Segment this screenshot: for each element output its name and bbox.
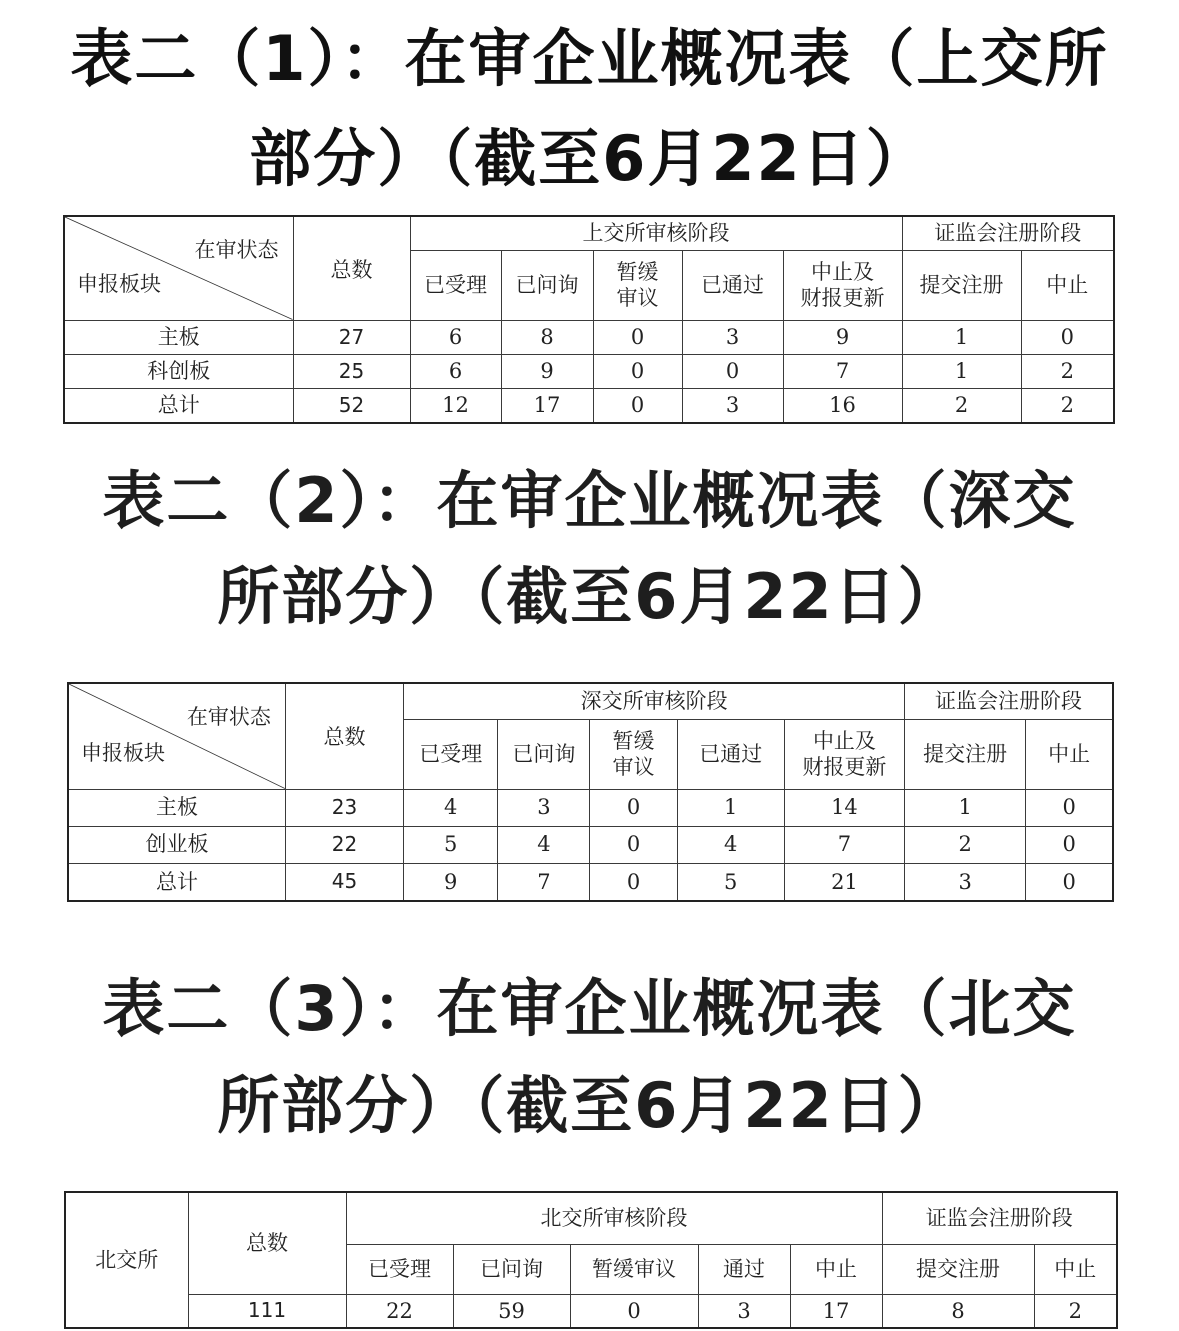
- table3-title-line1: 表二（3）：在审企业概况表（北交: [102, 972, 1077, 1045]
- row-label: 总计: [64, 388, 293, 423]
- cell: 5: [677, 863, 784, 901]
- cell: 21: [784, 863, 904, 901]
- cell: 17: [501, 388, 593, 423]
- table1-subheader: 中止及 财报更新: [783, 250, 902, 320]
- cell: 2: [1021, 388, 1114, 423]
- cell: 0: [593, 320, 682, 354]
- cell: 1: [902, 354, 1021, 388]
- table3-stage-header: 北交所审核阶段: [346, 1192, 882, 1244]
- table1-title-line1: 表二（1）：在审企业概况表（上交所: [70, 22, 1109, 95]
- cell: 3: [682, 320, 783, 354]
- table-row: [68, 863, 1113, 901]
- table1-diag-bottom-label: 申报板块: [77, 272, 161, 297]
- row-total: 25: [293, 354, 410, 388]
- table3-subheader: 通过: [698, 1244, 790, 1294]
- cell: 0: [682, 354, 783, 388]
- cell: 0: [570, 1294, 698, 1328]
- cell: 1: [677, 789, 784, 826]
- cell: 9: [783, 320, 902, 354]
- table-row: [68, 826, 1113, 863]
- cell: 16: [783, 388, 902, 423]
- row-total: 27: [293, 320, 410, 354]
- row-label: 创业板: [68, 826, 285, 863]
- cell: 8: [501, 320, 593, 354]
- table-row: [64, 388, 1114, 423]
- table1-subheader: 已通过: [682, 250, 783, 320]
- table1-subheader: 暂缓 审议: [593, 250, 682, 320]
- cell: 3: [498, 789, 590, 826]
- row-total: 23: [285, 789, 403, 826]
- table2-szse: [67, 682, 1114, 902]
- cell: 0: [593, 354, 682, 388]
- cell: 6: [410, 354, 501, 388]
- table3-subheader: 提交注册: [882, 1244, 1034, 1294]
- table2-subheader: 暂缓 审议: [590, 719, 677, 789]
- table-row: [65, 1294, 1117, 1328]
- table3-subheader: 暂缓审议: [570, 1244, 698, 1294]
- cell: 0: [1026, 863, 1113, 901]
- cell: 3: [905, 863, 1026, 901]
- cell: 0: [590, 863, 677, 901]
- cell: 0: [590, 789, 677, 826]
- table2-diag-bottom-label: 申报板块: [81, 741, 165, 766]
- cell: 2: [1034, 1294, 1117, 1328]
- cell: 2: [905, 826, 1026, 863]
- table2-stage-header: 深交所审核阶段: [404, 683, 905, 719]
- table3-subheader: 中止: [790, 1244, 882, 1294]
- cell: 0: [1021, 320, 1114, 354]
- cell: 22: [346, 1294, 453, 1328]
- cell: 7: [784, 826, 904, 863]
- row-label: 主板: [68, 789, 285, 826]
- cell: 1: [902, 320, 1021, 354]
- cell: 2: [902, 388, 1021, 423]
- cell: 0: [1026, 826, 1113, 863]
- cell: 7: [498, 863, 590, 901]
- table2-total-header: 总数: [285, 683, 403, 789]
- cell: 17: [790, 1294, 882, 1328]
- table1-subheader: 已受理: [410, 250, 501, 320]
- table2-subheader: 已通过: [677, 719, 784, 789]
- row-total: 52: [293, 388, 410, 423]
- table2-subheader: 已问询: [498, 719, 590, 789]
- table2-diag-top-label: 在审状态: [186, 705, 271, 729]
- table2-csrc-header: 证监会注册阶段: [905, 683, 1113, 719]
- cell: 4: [404, 789, 498, 826]
- table1-sse: [63, 215, 1115, 424]
- table2-subheader: 已受理: [404, 719, 498, 789]
- table2-diagonal-header: [68, 683, 285, 789]
- table1-subheader: 中止: [1021, 250, 1114, 320]
- table2-title-line2: 所部分）（截至6月22日）: [217, 560, 962, 633]
- table1-title-line2: 部分）（截至6月22日）: [249, 122, 930, 195]
- table-row: [64, 320, 1114, 354]
- table3-subheader: 中止: [1034, 1244, 1117, 1294]
- table-row: [64, 354, 1114, 388]
- table2-subheader: 提交注册: [905, 719, 1026, 789]
- cell: 7: [783, 354, 902, 388]
- row-total: 111: [188, 1294, 346, 1328]
- table3-subheader: 已受理: [346, 1244, 453, 1294]
- cell: 4: [677, 826, 784, 863]
- cell: 3: [682, 388, 783, 423]
- table3-csrc-header: 证监会注册阶段: [882, 1192, 1117, 1244]
- cell: 1: [905, 789, 1026, 826]
- cell: 4: [498, 826, 590, 863]
- table3-subheader: 已问询: [453, 1244, 570, 1294]
- row-label: 总计: [68, 863, 285, 901]
- row-label: 科创板: [64, 354, 293, 388]
- cell: 0: [1026, 789, 1113, 826]
- row-total: 45: [285, 863, 403, 901]
- cell: 9: [404, 863, 498, 901]
- table1-stage-header: 上交所审核阶段: [410, 216, 902, 250]
- cell: 9: [501, 354, 593, 388]
- table2-subheader: 中止: [1026, 719, 1113, 789]
- cell: 3: [698, 1294, 790, 1328]
- table2-subheader: 中止及 财报更新: [784, 719, 904, 789]
- table-row: [68, 789, 1113, 826]
- table3-total-header: 总数: [188, 1192, 346, 1294]
- table1-subheader: 已问询: [501, 250, 593, 320]
- cell: 59: [453, 1294, 570, 1328]
- table1-csrc-header: 证监会注册阶段: [902, 216, 1114, 250]
- table3-title-line2: 所部分）（截至6月22日）: [217, 1069, 962, 1142]
- table2-title-line1: 表二（2）：在审企业概况表（深交: [102, 464, 1077, 537]
- table1-total-header: 总数: [293, 216, 410, 320]
- cell: 0: [590, 826, 677, 863]
- table1-subheader: 提交注册: [902, 250, 1021, 320]
- table3-bse: [64, 1191, 1118, 1329]
- cell: 12: [410, 388, 501, 423]
- cell: 2: [1021, 354, 1114, 388]
- cell: 14: [784, 789, 904, 826]
- cell: 8: [882, 1294, 1034, 1328]
- table1-diagonal-header: [64, 216, 293, 320]
- table1-diag-top-label: 在审状态: [194, 238, 279, 262]
- cell: 6: [410, 320, 501, 354]
- row-label: 主板: [64, 320, 293, 354]
- cell: 0: [593, 388, 682, 423]
- row-total: 22: [285, 826, 403, 863]
- table3-row-label: 北交所: [65, 1192, 188, 1328]
- cell: 5: [404, 826, 498, 863]
